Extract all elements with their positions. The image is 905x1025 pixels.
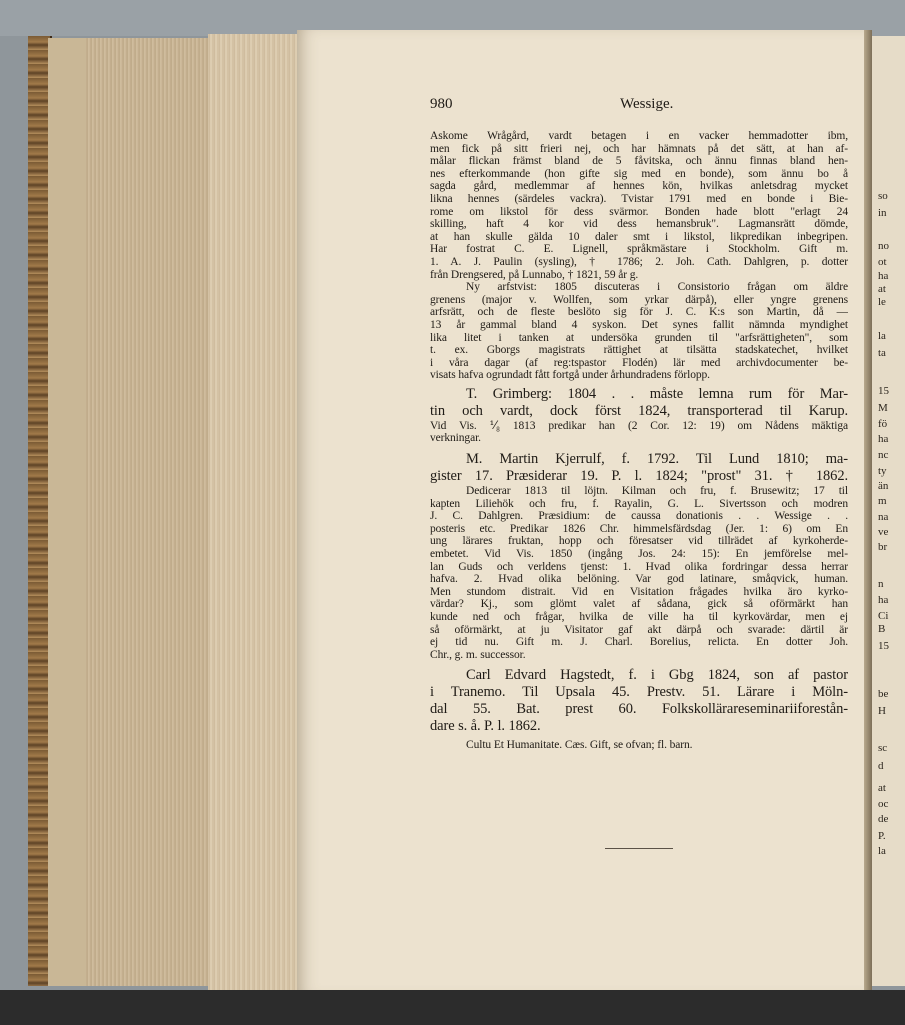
text-line: ej tid nu. Gift m. J. Charl. Borelius, relicta. En dotter Joh. <box>430 636 848 649</box>
text-line: dare s. å. P. l. 1862. <box>430 718 541 735</box>
text-line: Har fostrat C. E. Lignell, språkmästare i Stockholm. Gift m. <box>430 243 848 256</box>
facing-page-text: be <box>878 688 889 700</box>
facing-page-text: ha <box>878 433 889 445</box>
text-line: posteris etc. Predikar 1826 Chr. himmelsfärdsdag (Jer. 1: 6) om En <box>430 522 848 535</box>
text-line: värdar? Kj., som glömt valet af sådana, gick så oförmärkt han <box>430 598 848 611</box>
text-line: tin och vardt, dock först 1824, transporterad til Karup. <box>430 402 848 419</box>
text-line: nes efterkommande (hon gifte sig med en bonde), som ännu bo å <box>430 167 848 180</box>
text-line: från Drengsered, på Lunnabo, † 1821, 59 år g. <box>430 268 639 281</box>
facing-page-text: fö <box>878 418 888 430</box>
facing-page-text: na <box>878 511 889 523</box>
text-line: at han skulle gälda 10 daler smt i likstol, likpredikan inbegripen. <box>430 230 848 243</box>
text-line: verkningar. <box>430 432 481 445</box>
text-line: 13 år gammal bland 4 syskon. Det synes fallit nämnda myndighet <box>430 318 848 331</box>
text-line: Dedicerar 1813 til löjtn. Kilman och fru, f. Brusewitz; 17 til <box>466 485 848 498</box>
text-line: dal 55. Bat. prest 60. Folkskollärareseminariiforestån- <box>430 701 848 718</box>
book-front-board <box>48 38 89 986</box>
facing-page-text: d <box>878 760 884 772</box>
text-line: likna hennes (särdeles vackra). Tvistar 1791 med en bonde i Bie- <box>430 192 848 205</box>
text-line: arfsrätt, och de fleste beslöto sig för J. C. K:s son Martin, då — <box>430 306 848 319</box>
facing-page-text: la <box>878 330 886 342</box>
facing-page-text: no <box>878 240 889 252</box>
facing-page-text: de <box>878 813 889 825</box>
text-line: målar flickan främst bland de 5 fåvitska, och ännu finnas bland hen- <box>430 155 848 168</box>
facing-page-text: ot <box>878 256 887 268</box>
text-line: gister 17. Præsiderar 19. P. l. 1824; "prost" 31. † 1862. <box>430 468 848 485</box>
facing-page-text: ta <box>878 347 886 359</box>
facing-page-text: Ci <box>878 610 889 622</box>
text-line: så oförmärkt, at ju Visitator gaf akt därpå och svarade: därtil är <box>430 623 848 636</box>
facing-page-text: n <box>878 578 884 590</box>
page-stack-edges <box>208 34 299 996</box>
text-line: Ny arfstvist: 1805 discuteras i Consistorio frågan om äldre <box>466 281 848 294</box>
text-line: kunde ned och frågar, hvilka de ville ha til kyrkovärdar, men ej <box>430 611 848 623</box>
facing-page-fragment <box>872 36 905 986</box>
text-line: Chr., g. m. successor. <box>430 648 526 661</box>
text-line: sagda gård, medlemmar af hennes kön, hvilkas anletsdrag mycket <box>430 180 848 193</box>
facing-page-text: sc <box>878 742 888 754</box>
facing-page-text: at <box>878 283 886 295</box>
text-line: Vid Vis. ⅟₈ 1813 predikar han (2 Cor. 12: 19) om Nådens mäktiga <box>430 419 848 432</box>
text-line: lan Guds och verldens tjenst: 1. Hvad olika fordringar dessa herrar <box>430 560 848 573</box>
text-line: men fick på sitt frieri nej, och har hämnats på det sätt, at han af- <box>430 142 848 155</box>
text-line: Askome Wrågård, vardt betagen i en vacker hemmadotter ibm, <box>430 130 848 142</box>
text-line: i våra dagar (af reg:tspastor Flodén) lär med archivdocumenter be- <box>430 356 848 369</box>
facing-page-text: oc <box>878 798 889 810</box>
text-line: Men stundom distrait. Vid en Visitation frågades hvilka äro kyrko- <box>430 585 848 598</box>
page-body-text <box>430 130 848 752</box>
facing-page-text: at <box>878 782 886 794</box>
text-line: skilling, haft 4 kor vid dess hemansbruk". Lagmansrätt dömde, <box>430 218 848 231</box>
text-line: visats hafva ogrundadt fått fortgå under århundradens förlopp. <box>430 369 710 382</box>
text-line: lika litet i tanken at undersöka grunden til "arfsrättigheten", som <box>430 331 848 344</box>
text-line: J. C. Dahlgren. Præsidium: de caussa donationis . . Wessige . . <box>430 510 848 523</box>
facing-page-text: än <box>878 480 889 492</box>
page-number: 980 <box>430 96 453 112</box>
facing-page-text: in <box>878 207 887 219</box>
facing-page-text: ha <box>878 594 889 606</box>
facing-page-text: le <box>878 296 886 308</box>
book-gutter <box>864 30 872 995</box>
facing-page-text: la <box>878 845 886 857</box>
text-line: i Tranemo. Til Upsala 45. Prestv. 51. Lärare i Möln- <box>430 684 848 701</box>
text-line: Carl Edvard Hagstedt, f. i Gbg 1824, son af pastor <box>466 667 848 684</box>
text-line: Cultu Et Humanitate. Cæs. Gift, se ofvan; fl. barn. <box>466 739 693 752</box>
facing-page-text: so <box>878 190 888 202</box>
text-line: 1. A. J. Paulin (sysling), † 1786; 2. Joh. Cath. Dahlgren, p. dotter <box>430 255 848 268</box>
text-line: embetet. Vid Vis. 1850 (ingång Jos. 24: 15): En jemförelse mel- <box>430 548 848 561</box>
facing-page-text: m <box>878 495 887 507</box>
text-line: ung lärares fruktan, hopp och föresatser vid tillrädet af kyrkoherde- <box>430 535 848 548</box>
facing-page-text: M <box>878 402 888 414</box>
scanner-background-bottom <box>0 990 905 1025</box>
text-line: rome om likstol för dess svärmor. Bonden hade blott "erlagt 24 <box>430 205 848 218</box>
text-line: kapten Liliehök och fru, f. Rayalin, G. L. Sivertsson och modren <box>430 497 848 510</box>
text-line: hafva. 2. Hvad olika belöning. Var god latinare, småqvick, human. <box>430 573 848 586</box>
facing-page-text: ha <box>878 270 889 282</box>
text-line: grenens (major v. Wollfen, som yrkar därpå), eller yngre grenens <box>430 293 848 306</box>
section-end-rule <box>605 848 673 849</box>
facing-page-text: 15 <box>878 640 889 652</box>
facing-page-text: 15 <box>878 385 889 397</box>
page-header <box>430 96 860 118</box>
facing-page-text: nc <box>878 449 889 461</box>
text-line: M. Martin Kjerrulf, f. 1792. Til Lund 1810; ma- <box>466 451 848 468</box>
facing-page-text: P. <box>878 830 886 842</box>
running-head: Wessige. <box>620 96 674 112</box>
text-line: t. ex. Gborgs magistrats rättighet at tilsätta stadskatechet, hvilket <box>430 344 848 357</box>
facing-page-text: ve <box>878 526 889 538</box>
facing-page-text: ty <box>878 465 887 477</box>
facing-page-text: B <box>878 623 886 635</box>
facing-page-text: br <box>878 541 888 553</box>
page-stack-left <box>86 38 209 986</box>
text-line: T. Grimberg: 1804 . . måste lemna rum för Mar- <box>466 385 848 402</box>
facing-page-text: H <box>878 705 886 717</box>
